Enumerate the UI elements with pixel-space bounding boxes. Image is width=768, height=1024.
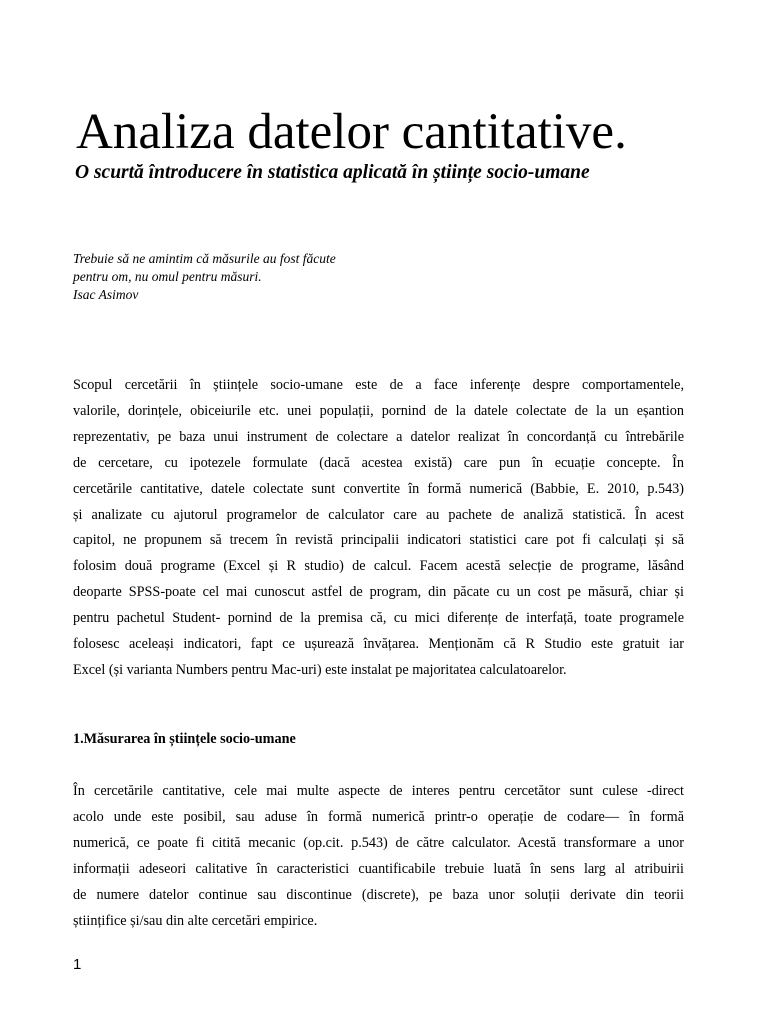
paragraph-line: acolo unde este posibil, sau aduse în formă numerică printr-o operație de codare— în formă (73, 808, 684, 825)
paragraph-line: informații adeseori calitative în caracteristici cuantificabile trebuie luată în sens larg al atribuirii (73, 860, 684, 877)
paragraph-line: numerică, ce poate fi citită mecanic (op.cit. p.543) de către calculator. Acestă transformare a unor (73, 834, 684, 851)
paragraph-line: În cercetările cantitative, cele mai multe aspecte de interes pentru cercetător sunt culese -direct (73, 783, 684, 799)
paragraph-line: Scopul cercetării în științele socio-umane este de a face inferențe despre comportamentele, (73, 377, 684, 393)
section-paragraph (73, 779, 684, 934)
paragraph-line: valorile, dorințele, obiceiurile etc. unei populații, pornind de la datele colectate de la un eșantion (73, 402, 684, 419)
paragraph-line: deoparte SPSS-poate cel mai cunoscut astfel de program, din păcate cu un cost pe măsură, chiar și (73, 584, 684, 601)
page-number: 1 (73, 956, 82, 973)
epigraph-line: pentru om, nu omul pentru măsuri. (73, 269, 262, 284)
epigraph (73, 250, 336, 304)
paragraph-line: reprezentativ, pe baza unui instrument de colectare a datelor realizat în concordanță cu întrebările (73, 428, 684, 445)
section-heading: 1.Măsurarea în științele socio-umane (73, 731, 296, 747)
paragraph-line: Excel (și varianta Numbers pentru Mac-uri) este instalat pe majoritatea calculatoarelor. (73, 661, 567, 678)
paragraph-line: capitol, ne propunem să trecem în revistă principalii indicatori statistici care pot fi calculați și să (73, 532, 684, 549)
paragraph-line: științifice și/sau din alte cercetări empirice. (73, 912, 318, 929)
paragraph-line: și analizate cu ajutorul programelor de calculator care au pachete de analiză statistică. În acest (73, 506, 684, 523)
paragraph-line: de cercetare, cu ipotezele formulate (dacă acestea există) care pun în ecuație concepte. În (73, 454, 684, 471)
paragraph-line: cercetările cantitative, datele colectate sunt convertite în formă numerică (Babbie, E. 2010, p.543) (73, 480, 684, 497)
epigraph-author: Isac Asimov (73, 287, 139, 302)
paragraph-line: folosim două programe (Excel și R studio) de calcul. Facem acestă selecție de programe, lăsând (73, 558, 684, 575)
paragraph-line: folosesc aceleași indicatori, fapt ce ușurează învățarea. Menționăm că R Studio este gratuit iar (73, 636, 684, 653)
paragraph-line: de numere datelor continue sau discontinue (discrete), pe baza unor soluții derivate din teorii (73, 886, 684, 903)
intro-paragraph (73, 373, 684, 684)
epigraph-line: Trebuie să ne amintim că măsurile au fost făcute (73, 251, 336, 266)
paragraph-line: pentru pachetul Student- pornind de la premisa că, cu mici diferențe de interfață, toate programele (73, 610, 684, 627)
document-subtitle: O scurtă întroducere în statistica aplicată în științe socio-umane (75, 162, 590, 183)
document-title: Analiza datelor cantitative. (76, 104, 627, 160)
